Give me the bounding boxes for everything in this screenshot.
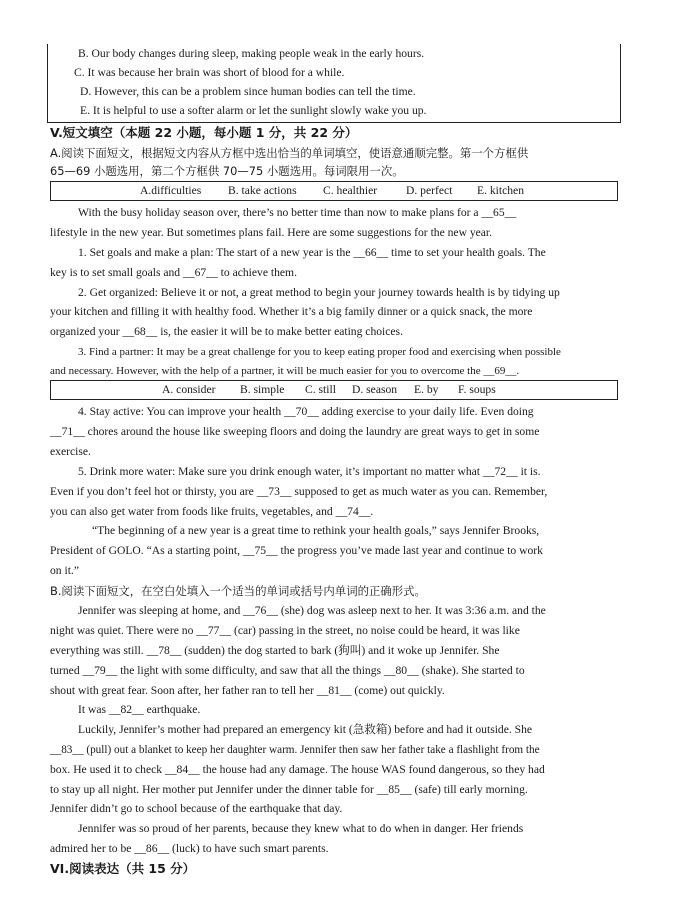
box1-option-a: A.difficulties (140, 184, 202, 197)
box2-option-f: F. soups (458, 383, 496, 396)
passage-b-line: to stay up all night. Her mother put Jennifer under the dinner table for __85__ (safe) till early morning. (50, 783, 528, 796)
passage-b-line: Luckily, Jennifer’s mother had prepared an emergency kit (急救箱) before and had it outside. She (78, 723, 533, 736)
top-option-c: C. It was because her brain was short of blood for a while. (74, 66, 345, 79)
passage-b-line: shout with great fear. Soon after, her father ran to tell her __81__ (come) out quickly. (50, 684, 445, 697)
passage-a-line: 3. Find a partner: It may be a great challenge for you to keep eating proper food and exercising when possible (78, 346, 561, 358)
passage-a-line: your kitchen and filling it with healthy food. Whether it’s a big family dinner or a quick snack, the more (50, 305, 533, 318)
passage-b-line: __83__ (pull) out a blanket to keep her daughter warm. Jennifer then saw her father take a flashlight from the (50, 744, 540, 756)
passage-b-line: box. He used it to check __84__ the house had any damage. The house WAS found dangerous, so they had (50, 763, 545, 776)
passage-a-line: 1. Set goals and make a plan: The start of a new year is the __66__ time to set your health goals. The (78, 246, 546, 259)
box2-option-b: B. simple (240, 383, 285, 396)
passage-a-line: and necessary. However, with the help of a partner, it will be much easier for you to overcome the __69__. (50, 365, 520, 377)
passage-a-line: organized your __68__ is, the easier it will be to make better eating choices. (50, 325, 403, 338)
box1-option-e: E. kitchen (477, 184, 525, 197)
passage-a-line: on it.” (50, 564, 79, 577)
passage-b-line: Jennifer didn’t go to school because of the earthquake that day. (50, 802, 343, 815)
box2-option-d: D. season (352, 383, 398, 396)
passage-a-line: “The beginning of a new year is a great time to rethink your health goals,” says Jennifer Brooks, (92, 524, 540, 537)
box2-option-c: C. still (305, 383, 336, 396)
part-b-instruction: B.阅读下面短文，在空白处填入一个适当的单词或括号内单词的正确形式。 (50, 584, 426, 598)
passage-b-line: turned __79__ the light with some difficulty, and saw that all the things __80__ (shake). She started to (50, 664, 525, 677)
passage-b-line: It was __82__ earthquake. (78, 703, 201, 716)
passage-a-line: Even if you don’t feel hot or thirsty, you are __73__ supposed to get as much water as you can. Remember, (50, 485, 548, 498)
passage-b-line: Jennifer was sleeping at home, and __76__ (she) dog was asleep next to her. It was 3:36 a.m. and the (78, 604, 546, 617)
box1-option-b: B. take actions (228, 184, 297, 197)
box1-option-c: C. healthier (323, 184, 378, 197)
section-6-heading: VI.阅读表达（共 15 分） (50, 861, 196, 876)
box1-option-d: D. perfect (406, 184, 453, 197)
passage-a-line: 2. Get organized: Believe it or not, a great method to begin your journey towards health is by tidying up (78, 286, 560, 299)
box2-option-a: A. consider (162, 383, 216, 396)
passage-b-line: admired her to be __86__ (luck) to have such smart parents. (50, 842, 329, 855)
top-option-b: B. Our body changes during sleep, making people weak in the early hours. (78, 47, 425, 60)
section-5-heading: V.短文填空（本题 22 小题，每小题 1 分，共 22 分） (50, 125, 358, 140)
box2-option-e: E. by (414, 383, 439, 396)
top-option-d: D. However, this can be a problem since human bodies can tell the time. (80, 85, 416, 98)
passage-a-line: exercise. (50, 445, 91, 458)
passage-a-line: President of GOLO. “As a starting point, __75__ the progress you’ve made last year and continue to work (50, 544, 543, 557)
passage-b-line: everything was still. __78__ (sudden) the dog started to bark (狗叫) and it woke up Jennifer. She (50, 644, 500, 657)
passage-a-line: __71__ chores around the house like sweeping floors and doing the laundry are great ways to get in some (50, 425, 540, 438)
passage-a-line: you can also get water from foods like fruits, vegetables, and __74__. (50, 505, 374, 518)
passage-a-line: lifestyle in the new year. But sometimes plans fail. Here are some suggestions for the new year. (50, 226, 493, 239)
passage-a-line: 4. Stay active: You can improve your health __70__ adding exercise to your daily life. Even doing (78, 405, 534, 418)
passage-b-line: night was quiet. There were no __77__ (car) passing in the street, no noise could be heard, it was like (50, 624, 520, 637)
top-option-e: E. It is helpful to use a softer alarm or let the sunlight slowly wake you up. (80, 104, 427, 117)
part-a-instruction-1: A.阅读下面短文，根据短文内容从方框中选出恰当的单词填空，使语意通顺完整。第一个方框供 (50, 146, 529, 160)
passage-a-line: 5. Drink more water: Make sure you drink enough water, it’s important no matter what __72__ it is. (78, 465, 541, 478)
part-a-instruction-2: 65—69 小题选用，第二个方框供 70—75 小题选用。每词限用一次。 (50, 164, 404, 178)
passage-a-line: With the busy holiday season over, there’s no better time than now to make plans for a __65__ (78, 206, 517, 219)
passage-a-line: key is to set small goals and __67__ to achieve them. (50, 266, 297, 279)
passage-b-line: Jennifer was so proud of her parents, because they knew what to do when in danger. Her friends (78, 822, 524, 835)
